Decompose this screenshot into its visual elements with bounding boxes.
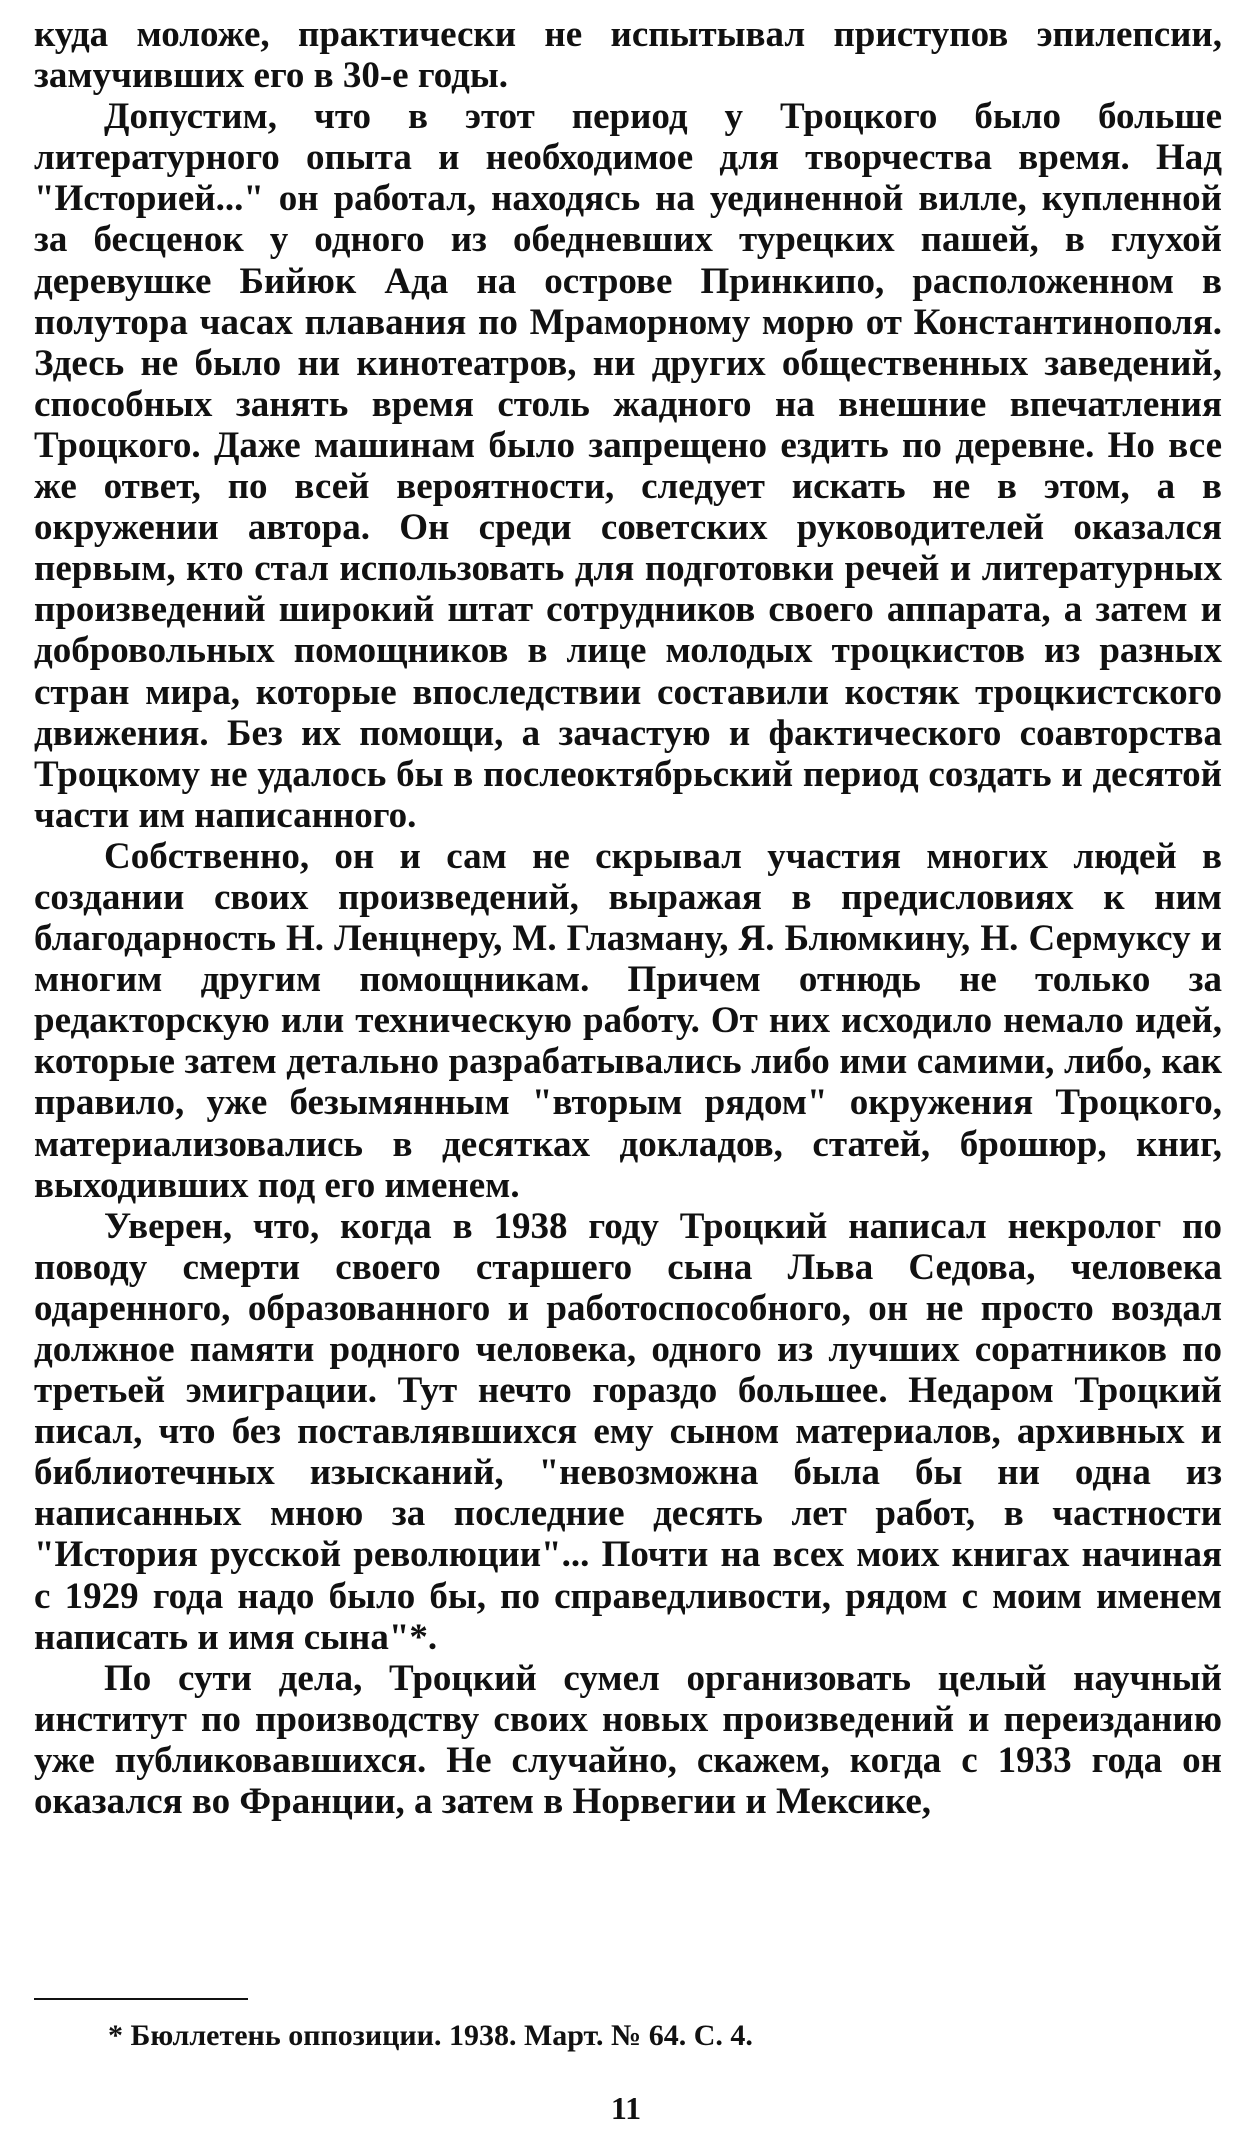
paragraph: По сути дела, Троцкий сумел организовать целый научный институт по производству своих новых произведений и переизданию уже публиковавшихся. Не случайно, скажем, когда с 1933 года он оказался во Франции, а затем в Норвегии и Мексике, [34, 1657, 1222, 1823]
paragraph: Допустим, что в этот период у Троцкого было больше литературного опыта и необходимое для творчества время. Над "Историей..." он работал, находясь на уединенной вилле, купленной за бесценок у одного из обедневших турецких пашей, в глухой деревушке Бийюк Ада на острове Принкипо, расположенном в полутора часах плавания по Мраморному морю от Константинополя. Здесь не было ни кинотеатров, ни других общественных заведений, способных занять время столь жадного на внешние впечатления Троцкого. Даже машинам было запрещено ездить по деревне. Но все же ответ, по всей вероятности, следует искать не в этом, а в окружении автора. Он среди советских руководителей оказался первым, кто стал использовать для подготовки речей и литературных произведений широкий штат сотрудников своего аппарата, а затем и добровольных помощников в лице молодых троцкистов из разных стран мира, которые впоследствии составили костяк троцкистского движения. Без их помощи, а зачастую и фактического соавторства Троцкому не удалось бы в послеоктябрьский период создать и десятой части им написанного. [34, 96, 1222, 836]
paragraph-continuation: куда моложе, практически не испытывал приступов эпилепсии, замучивших его в 30-е годы. [34, 14, 1222, 97]
paragraph: Собственно, он и сам не скрывал участия многих людей в создании своих произведений, выражая в предисловиях к ним благодарность Н. Ленцнеру, М. Глазману, Я. Блюмкину, Н. Сермуксу и многим другим помощникам. Причем отнюдь не только за редакторскую или техническую работу. От них исходило немало идей, которые затем детально разрабатывались либо ими самими, либо, как правило, уже безымянным "вторым рядом" окружения Троцкого, материализовались в десятках докладов, статей, брошюр, книг, выходивших под его именем. [34, 835, 1222, 1206]
main-text [34, 14, 1222, 1822]
page-number: 11 [610, 2090, 642, 2126]
footnote-divider [34, 1998, 248, 2000]
footnote: * Бюллетень оппозиции. 1938. Март. № 64. С. 4. [108, 2019, 753, 2052]
paragraph: Уверен, что, когда в 1938 году Троцкий написал некролог по поводу смерти своего старшего сына Льва Седова, человека одаренного, образованного и работоспособного, он не просто воздал должное памяти родного человека, одного из лучших соратников по третьей эмиграции. Тут нечто гораздо большее. Недаром Троцкий писал, что без поставлявшихся ему сыном материалов, архивных и библиотечных изысканий, "невозможна была бы ни одна из написанных мною за последние десять лет работ, в частности "История русской революции"... Почти на всех моих книгах начиная с 1929 года надо было бы, по справедливости, рядом с моим именем написать и имя сына"*. [34, 1205, 1222, 1658]
